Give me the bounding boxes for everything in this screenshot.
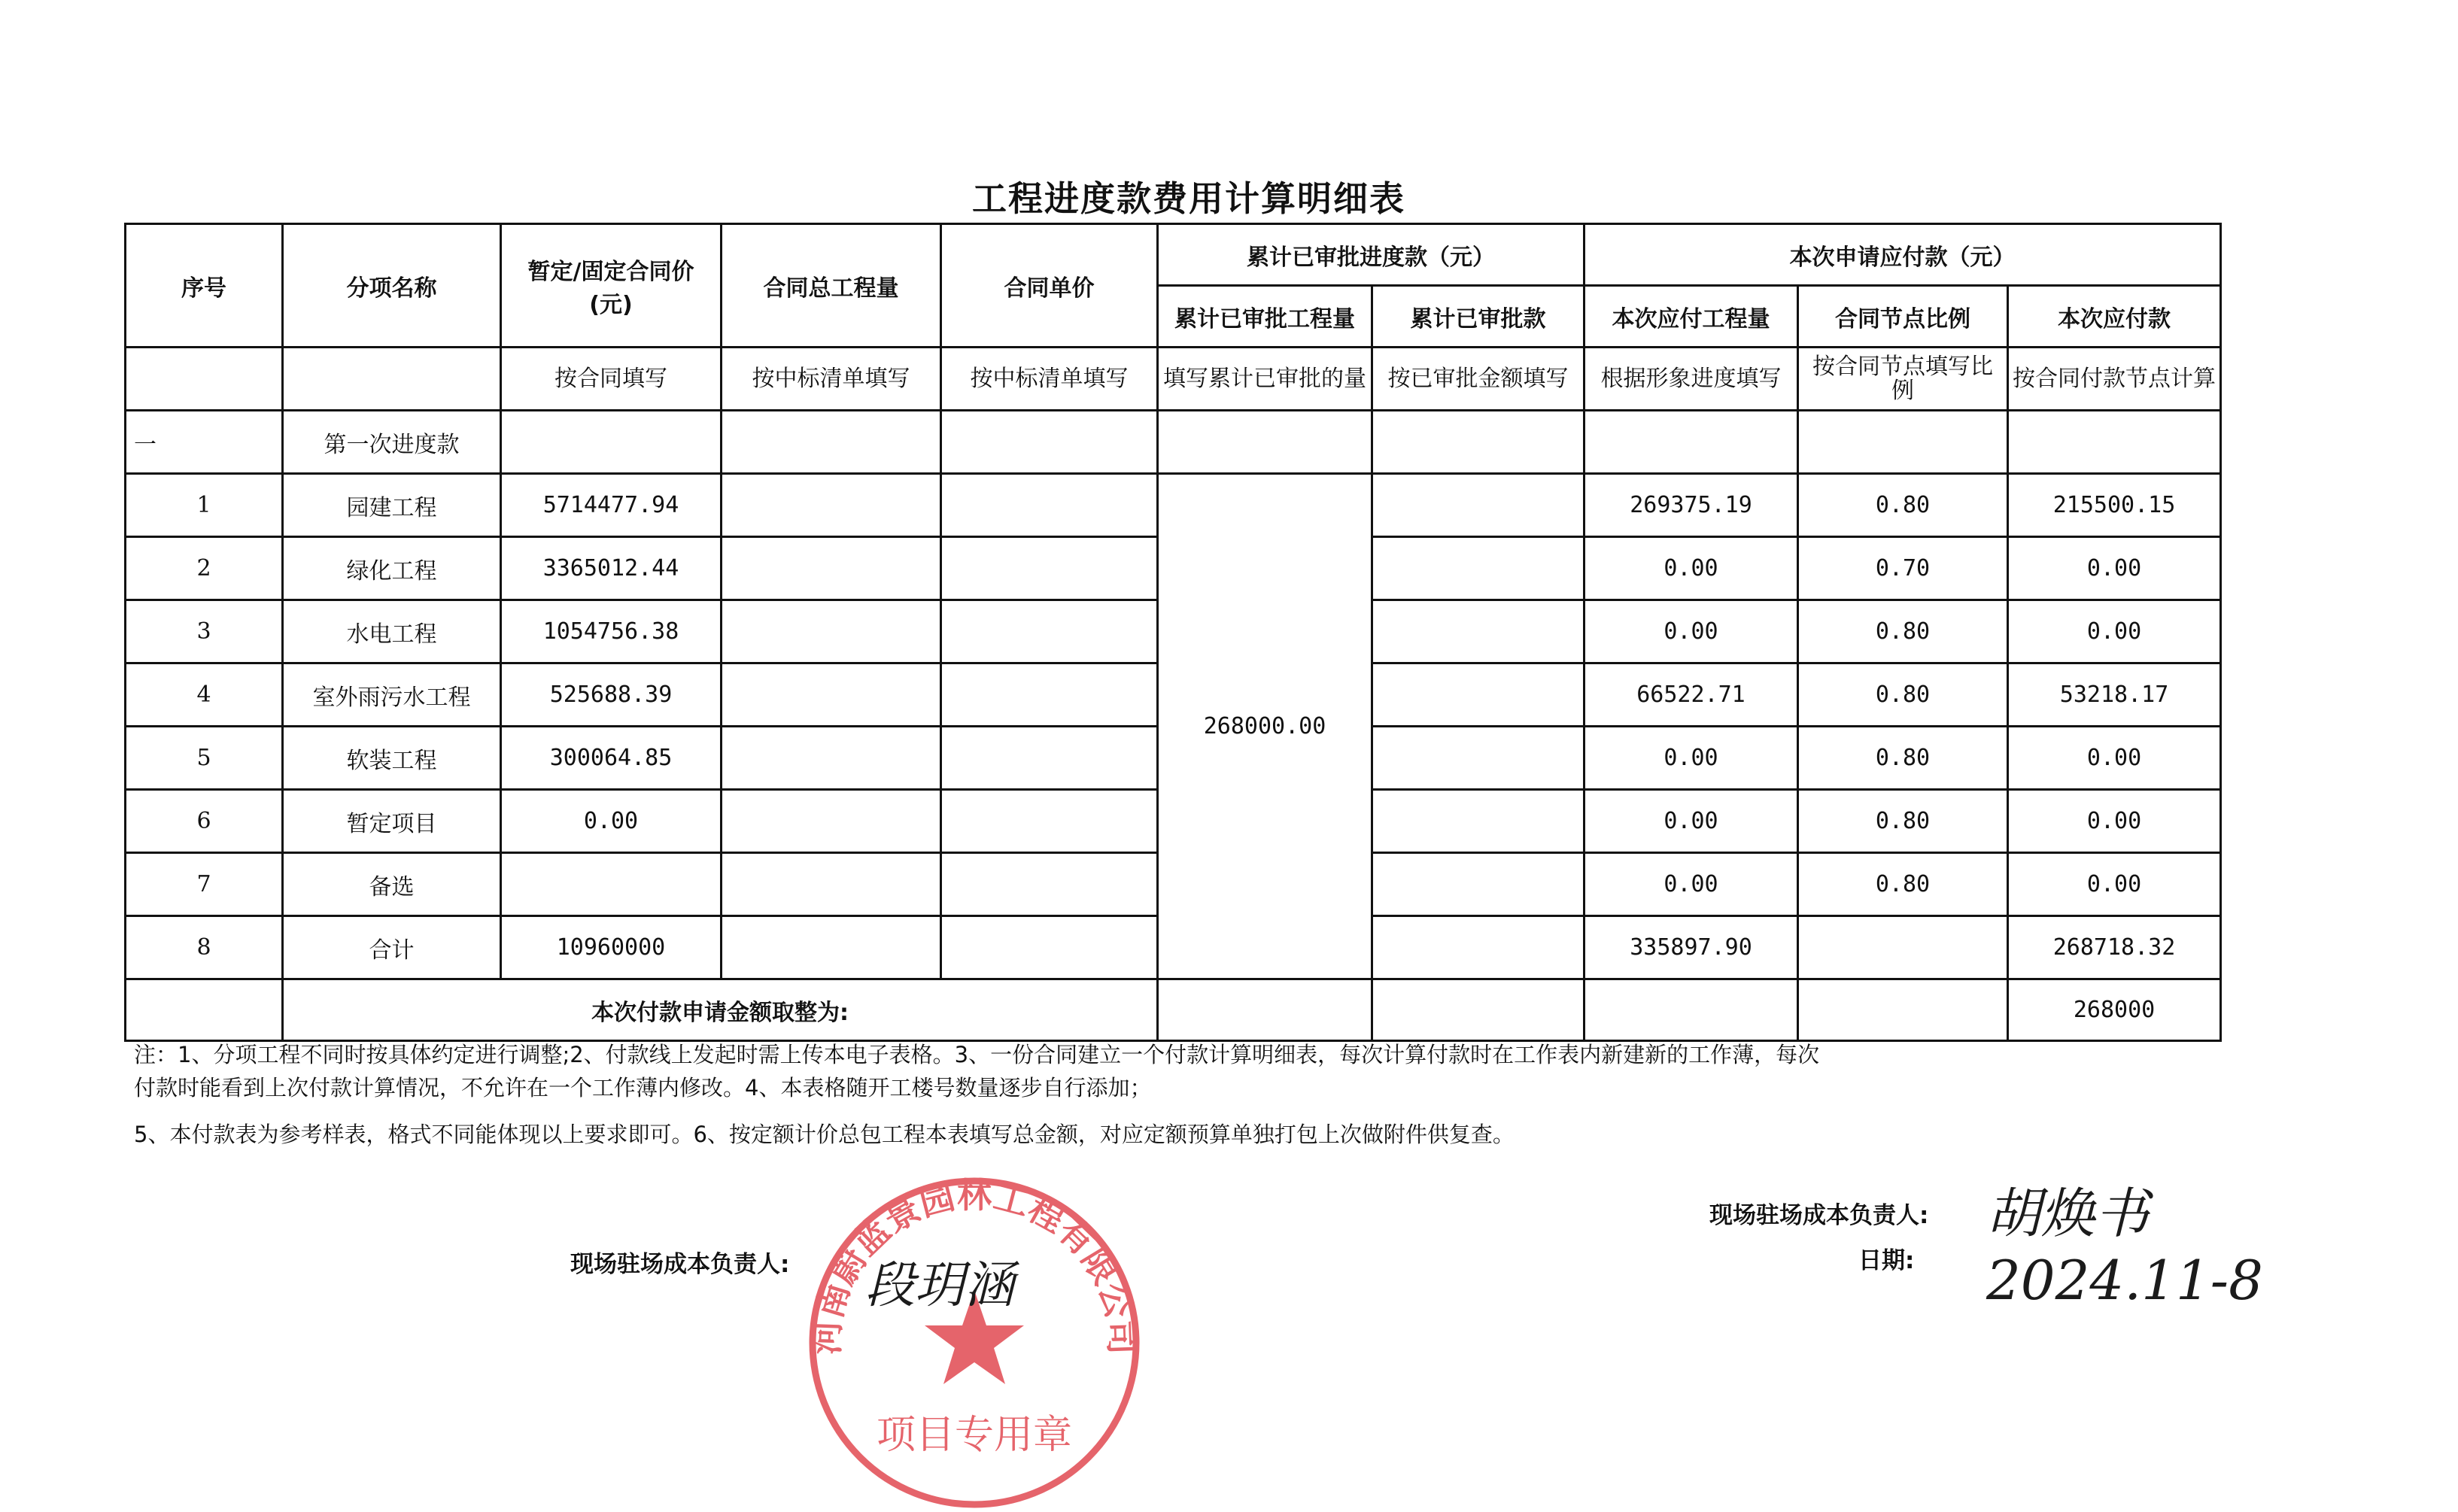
rounded-empty (1798, 979, 2008, 1041)
header-item-name: 分项名称 (283, 224, 501, 348)
row-unit-price (941, 790, 1158, 853)
row-seq: 2 (126, 537, 283, 600)
row-cur-qty: 0.00 (1584, 853, 1798, 916)
header-current-group: 本次申请应付款（元） (1584, 224, 2221, 286)
instr-node-ratio: 按合同节点填写比例 (1798, 348, 2008, 411)
row-cur-qty: 66522.71 (1584, 663, 1798, 727)
table-row (126, 474, 2221, 537)
row-cur-qty: 0.00 (1584, 600, 1798, 663)
header-contract-price-label: 暂定/固定合同价 (527, 258, 694, 285)
row-price: 0.00 (501, 790, 722, 853)
section-cell (1158, 411, 1372, 474)
row-total-qty (722, 853, 941, 916)
seal-company-text: 河南蔚蓝景园林工程有限公司 (806, 1175, 1143, 1356)
header-cum-qty: 累计已审批工程量 (1158, 286, 1372, 348)
header-total-qty: 合同总工程量 (722, 224, 941, 348)
document-title: 工程进度款费用计算明细表 (972, 178, 1405, 219)
left-signer-label: 现场驻场成本负责人: (570, 1251, 790, 1278)
header-contract-price-unit: (元) (589, 291, 633, 318)
header-unit-price: 合同单价 (941, 224, 1158, 348)
row-name: 合计 (283, 916, 501, 979)
row-unit-price (941, 474, 1158, 537)
rounded-payable: 268000 (2008, 979, 2221, 1041)
row-seq: 3 (126, 600, 283, 663)
row-ratio: 0.80 (1798, 790, 2008, 853)
instr-cur-payable: 按合同付款节点计算 (2008, 348, 2221, 411)
row-seq: 5 (126, 727, 283, 790)
instr-unit-price: 按中标清单填写 (941, 348, 1158, 411)
row-seq: 7 (126, 853, 283, 916)
row-cum-amount (1372, 474, 1584, 537)
row-price: 525688.39 (501, 663, 722, 727)
row-name: 室外雨污水工程 (283, 663, 501, 727)
row-cum-amount (1372, 663, 1584, 727)
row-seq: 8 (126, 916, 283, 979)
instr-contract-price: 按合同填写 (501, 348, 722, 411)
row-price: 1054756.38 (501, 600, 722, 663)
row-payable: 268718.32 (2008, 916, 2221, 979)
section-cell (1798, 411, 2008, 474)
row-cum-amount (1372, 600, 1584, 663)
handwritten-date: 2024.11-8 (1986, 1249, 2263, 1312)
row-ratio: 0.80 (1798, 474, 2008, 537)
section-cell (1372, 411, 1584, 474)
row-name: 备选 (283, 853, 501, 916)
row-price (501, 853, 722, 916)
row-unit-price (941, 916, 1158, 979)
cost-calculation-table (124, 223, 2222, 1042)
seal-graphic (806, 1175, 1142, 1504)
row-payable: 215500.15 (2008, 474, 2221, 537)
header-cur-qty: 本次应付工程量 (1584, 286, 1798, 348)
row-unit-price (941, 600, 1158, 663)
section-cell (1584, 411, 1798, 474)
notes-block (134, 1038, 2241, 1151)
table-row-rounded (126, 979, 2221, 1041)
section-seq: 一 (126, 411, 283, 474)
row-ratio: 0.70 (1798, 537, 2008, 600)
row-cum-amount (1372, 916, 1584, 979)
row-ratio: 0.80 (1798, 727, 2008, 790)
row-unit-price (941, 727, 1158, 790)
row-cur-qty: 269375.19 (1584, 474, 1798, 537)
row-payable: 0.00 (2008, 600, 2221, 663)
rounded-empty (1372, 979, 1584, 1041)
row-total-qty (722, 663, 941, 727)
row-total-qty (722, 727, 941, 790)
row-ratio (1798, 916, 2008, 979)
instr-empty-seq (126, 348, 283, 411)
row-seq: 6 (126, 790, 283, 853)
instr-empty-name (283, 348, 501, 411)
row-total-qty (722, 600, 941, 663)
instr-total-qty: 按中标清单填写 (722, 348, 941, 411)
seal-bottom-text: 项目专用章 (876, 1413, 1073, 1458)
row-total-qty (722, 537, 941, 600)
right-signature: 胡焕书 (1986, 1182, 2150, 1245)
note-line-3: 5、本付款表为参考样表，格式不同能体现以上要求即可。6、按定额计价总包工程本表填写总金额，对应定额预算单独打包上次做附件供复查。 (134, 1122, 1515, 1147)
note-line-1: 注：1、分项工程不同时按具体约定进行调整;2、付款线上发起时需上传本电子表格。3、一份合同建立一个付款计算明细表，每次计算付款时在工作表内新建新的工作薄，每次 (134, 1042, 1820, 1067)
row-ratio: 0.80 (1798, 853, 2008, 916)
header-seq: 序号 (126, 224, 283, 348)
row-cum-amount (1372, 537, 1584, 600)
rounded-empty (126, 979, 283, 1041)
row-name: 水电工程 (283, 600, 501, 663)
instr-cur-qty: 根据形象进度填写 (1584, 348, 1798, 411)
rounded-empty (1584, 979, 1798, 1041)
row-unit-price (941, 537, 1158, 600)
row-total-qty (722, 790, 941, 853)
rounded-label: 本次付款申请金额取整为: (283, 979, 1158, 1041)
row-ratio: 0.80 (1798, 663, 2008, 727)
row-payable: 53218.17 (2008, 663, 2221, 727)
header-cum-amount: 累计已审批款 (1372, 286, 1584, 348)
row-price: 5714477.94 (501, 474, 722, 537)
row-price: 300064.85 (501, 727, 722, 790)
row-unit-price (941, 853, 1158, 916)
cumulative-qty-merged: 268000.00 (1158, 474, 1372, 979)
instr-cum-amount: 按已审批金额填写 (1372, 348, 1584, 411)
row-cur-qty: 0.00 (1584, 727, 1798, 790)
row-unit-price (941, 663, 1158, 727)
row-price: 10960000 (501, 916, 722, 979)
row-seq: 1 (126, 474, 283, 537)
row-total-qty (722, 474, 941, 537)
row-payable: 0.00 (2008, 790, 2221, 853)
row-price: 3365012.44 (501, 537, 722, 600)
note-line-2: 付款时能看到上次付款计算情况，不允许在一个工作薄内修改。4、本表格随开工楼号数量逐步自行添加； (134, 1075, 1152, 1101)
section-cell (2008, 411, 2221, 474)
row-cur-qty: 335897.90 (1584, 916, 1798, 979)
row-payable: 0.00 (2008, 727, 2221, 790)
rounded-empty (1158, 979, 1372, 1041)
row-total-qty (722, 916, 941, 979)
instr-cum-qty: 填写累计已审批的量 (1158, 348, 1372, 411)
row-name: 软装工程 (283, 727, 501, 790)
header-cur-payable: 本次应付款 (2008, 286, 2221, 348)
row-name: 暂定项目 (283, 790, 501, 853)
left-signature: 段玥涵 (865, 1256, 1014, 1314)
section-cell (941, 411, 1158, 474)
row-name: 园建工程 (283, 474, 501, 537)
section-cell (501, 411, 722, 474)
row-ratio: 0.80 (1798, 600, 2008, 663)
row-cum-amount (1372, 790, 1584, 853)
section-cell (722, 411, 941, 474)
row-payable: 0.00 (2008, 537, 2221, 600)
section-name: 第一次进度款 (283, 411, 501, 474)
row-payable: 0.00 (2008, 853, 2221, 916)
company-seal (786, 1158, 1162, 1512)
header-contract-price (501, 224, 722, 348)
row-seq: 4 (126, 663, 283, 727)
row-cum-amount (1372, 853, 1584, 916)
row-cum-amount (1372, 727, 1584, 790)
right-signer-label: 现场驻场成本负责人: (1709, 1202, 1929, 1229)
header-cumulative-group: 累计已审批进度款（元） (1158, 224, 1584, 286)
row-cur-qty: 0.00 (1584, 790, 1798, 853)
header-node-ratio: 合同节点比例 (1798, 286, 2008, 348)
row-name: 绿化工程 (283, 537, 501, 600)
date-label: 日期: (1858, 1247, 1915, 1274)
row-cur-qty: 0.00 (1584, 537, 1798, 600)
